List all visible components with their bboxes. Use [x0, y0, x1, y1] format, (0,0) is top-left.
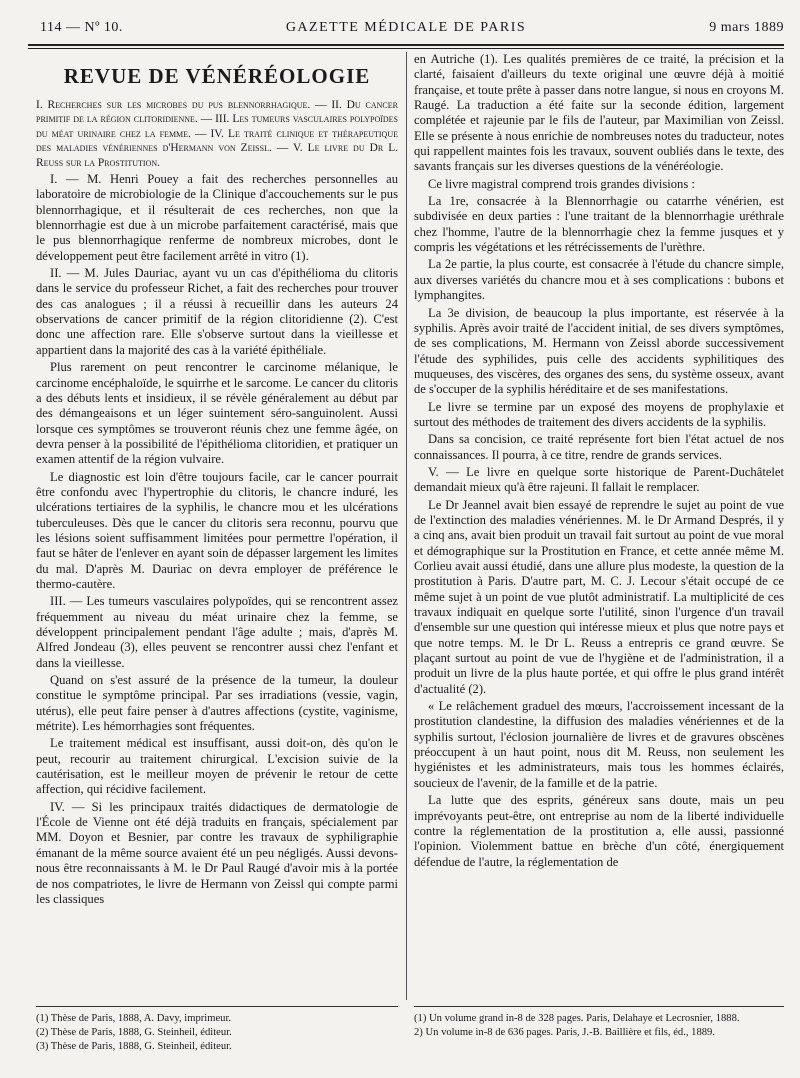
paragraph: I. — M. Henri Pouey a fait des recherches personnelles au laboratoire de microbiologie de la Clinique d'accouchements sur le pus blennorrhagique, et il résulterait de ces recherches, non que la blennorrhagie est due à un microbe parfaitement caractérisé, mais que le pus blennorrhagique renferme de nombreux microbes, dont le développement peut être facilement arrêté in vitro (1).	[36, 172, 398, 263]
footnote-rule	[414, 1006, 784, 1007]
right-footnotes	[414, 1012, 784, 1040]
footnote: (1) Thèse de Paris, 1888, A. Davy, imprimeur.	[36, 1013, 232, 1024]
header-rule-thin	[28, 48, 784, 49]
left-column	[36, 56, 398, 999]
paragraph: IV. — Si les principaux traités didactiques de dermatologie de l'École de Vienne ont été déjà traduits en français, spécialement par MM. Doyon et Besnier, par contre les travaux de syphiligraphie émanant de la même source avaient été un peu négligés. Aussi devons-nous être reconnaissants à M. le Dr Paul Raugé d'avoir mis à la portée de nos compatriotes, le livre de Hermann von Zeissl qui compte parmi les classiques	[36, 799, 398, 906]
left-footnotes	[36, 1012, 398, 1054]
column-divider	[406, 52, 407, 1000]
paragraph: Le Dr Jeannel avait bien essayé de reprendre le sujet au point de vue de l'extinction des maladies vénériennes. M. le Dr Armand Després, il y a cinq ans, avait bien produit un travail fait surtout au point de vue moral et démographique sur la Prostitution en France, et cette année même M. Corlieu avait aussi étudié, dans une allure plus modeste, la question de la prostitution à Paris. D'autre part, M. C. J. Lecour s'était occupé de ce même sujet à un point de vue plutôt administratif. La multiplicité de ces travaux indiquait en quelque sorte l'utilité, sinon l'urgence d'un travail d'ensemble sur une question qui intéresse mieux et plus que notre pays et que notre temps. M. le Dr L. Reuss a entrepris ce grand œuvre. Se plaçant surtout au point de vue de l'hygiène et de l'administration, il a produit un livre de la plus haute portée, et qui offre le plus grand intérêt d'actualité (2).	[414, 497, 784, 696]
paragraph: Dans sa concision, ce traité représente fort bien l'état actuel de nos connaissances. Il pourra, à ce titre, rendre de grands services.	[414, 432, 784, 462]
section-summary: I. Recherches sur les microbes du pus blennorrhagique. — II. Du cancer primitif de la région clitoridienne. — III. Les tumeurs vasculaires polypoïdes du méat urinaire chez la femme. — IV. Le traité clinique et thérapeutique des maladies vénériennes d'Hermann von Zeissl. — V. Le livre du Dr L. Reuss sur la Prostitution.	[36, 99, 398, 169]
paragraph: La 1re, consacrée à la Blennorrhagie ou catarrhe vénérien, est subdivisée en deux parties : l'une traitant de la blennorrhagie uréthrale chez l'homme, l'autre de la blennorrhagie chez la femme jusques et y compris les végétations et les rétrécissements de l'urèthre.	[414, 194, 784, 255]
page-number: 114 — Nº 10.	[40, 20, 123, 35]
paragraph: Quand on s'est assuré de la présence de la tumeur, la douleur constitue le symptôme principal. Par ses irradiations (vessie, vagin, utérus), elle peut faire penser à d'autres affections (cystite, vaginisme, métrite). Les hémorrhagies sont fréquentes.	[36, 673, 398, 734]
footnote: 2) Un volume in-8 de 636 pages. Paris, J.-B. Baillière et fils, éd., 1889.	[414, 1027, 715, 1038]
paragraph: La 2e partie, la plus courte, est consacrée à l'étude du chancre simple, aux diverses variétés du chancre mou et à ses complications : bubons et lymphangites.	[414, 257, 784, 303]
footnote-rule	[36, 1006, 398, 1007]
paragraph: « Le relâchement graduel des mœurs, l'accroissement incessant de la prostitution clandestine, la diffusion des maladies vénériennes et de la syphilis surtout, l'éclosion journalière de livres et de gravures obscènes préoccupent à un haut point, nous dit M. Reuss, non seulement les hygiénistes et les administrateurs, mais tous les hommes éclairés, soucieux de l'avenir, de la famille et de la patrie.	[414, 699, 784, 790]
paragraph: La 3e division, de beaucoup la plus importante, est réservée à la syphilis. Après avoir traité de l'accident initial, de ses divers symptômes, de ses complications, M. Hermann von Zeissl aborde successivement l'étude des syphilides, puis celle des accidents syphilitiques des muqueuses, des viscères, des organes des sens, du système osseux, avant de s'occuper de la syphilis héréditaire et de ses manifestations.	[414, 305, 784, 397]
header-rule-thick	[28, 44, 784, 46]
paragraph: en Autriche (1). Les qualités premières de ce traité, la précision et la clarté, faisaient d'ailleurs du texte original une œuvre déjà à moitié française, et toute prête à passer dans notre langue, si nous en croyons M. Raugé. La traduction a été faite sur la seconde édition, largement complétée et rajeunie par le fils de l'auteur, par Maximilian von Zeissl. Elle se présente à nous enrichie de nombreuses notes du traducteur, notes qui rappellent maintes fois les travaux, souvent oubliés dans le texte, des savants français sur les diverses questions de la vénéréologie.	[414, 52, 784, 174]
paragraph: III. — Les tumeurs vasculaires polypoïdes, qui se rencontrent assez fréquemment au niveau du méat urinaire chez la femme, se développent principalement pendant l'âge adulte ; mais, d'après M. Alfred Jondeau (3), elles peuvent se rencontrer aussi chez l'enfant et dans la vieillesse.	[36, 594, 398, 670]
journal-title: GAZETTE MÉDICALE DE PARIS	[285, 20, 527, 35]
page-header	[28, 20, 784, 42]
paragraph: Le livre se termine par un exposé des moyens de prophylaxie et surtout des méthodes de traitement des divers accidents de la syphilis.	[414, 399, 784, 429]
paragraph: Le diagnostic est loin d'être toujours facile, car le cancer pourrait être confondu avec l'hypertrophie du clitoris, le chancre induré, les ulcérations tertiaires de la syphilis, le chancre mou et les ulcérations tuberculeuses. Dès que le cancer du clitoris sera reconnu, pourvu que les lésions soient suffisamment limitées pour permettre l'opération, il faut se hâter de l'enlever en ayant soin de dépasser largement les limites du mal. D'après M. Dauriac on devra employer de préférence le thermo-cautère.	[36, 469, 398, 591]
paragraph: II. — M. Jules Dauriac, ayant vu un cas d'épithélioma du clitoris dans le service du professeur Richet, a fait des recherches pour trouver des cas analogues ; il a réussi à recueillir dans les auteurs 24 observations de cancer primitif de la région clitoridienne (2). C'est donc une affection rare. Elle s'observe surtout dans la vieillesse et appartient dans la majorité des cas à la variété épithéliale.	[36, 266, 398, 357]
paragraph: Plus rarement on peut rencontrer le carcinome mélanique, le carcinome encéphaloïde, le squirrhe et le sarcome. Le cancer du clitoris a des débuts lents et insidieux, il se révèle généralement au début par des démangeaisons et un léger suintement séro-sanguinolent. Aussi lorsque ces symptômes se trouveront réunis chez une femme âgée, on devra penser à la possibilité de l'épithélioma clitoridien, et pratiquer un examen attentif de la région vulvaire.	[36, 360, 398, 467]
footnote: (2) Thèse de Paris, 1888, G. Steinheil, éditeur.	[36, 1027, 232, 1038]
footnote: (3) Thèse de Paris, 1888, G. Steinheil, éditeur.	[36, 1041, 232, 1052]
issue-date: 9 mars 1889	[709, 20, 784, 35]
right-column	[414, 52, 784, 995]
paragraph: Ce livre magistral comprend trois grandes divisions :	[428, 176, 695, 191]
footnote: (1) Un volume grand in-8 de 328 pages. Paris, Delahaye et Lecrosnier, 1888.	[414, 1013, 740, 1024]
section-title: REVUE DE VÉNÉRÉOLOGIE	[63, 64, 371, 88]
paragraph: V. — Le livre en quelque sorte historique de Parent-Duchâtelet demandait mieux qu'à être rajeuni. Il fallait le remplacer.	[414, 464, 784, 495]
paragraph: La lutte que des esprits, généreux sans doute, mais un peu imprévoyants peut-être, ont entreprise au nom de la liberté individuelle contre la réglementation de la prostitution a, elle aussi, passionné l'opinion. Violemment battue en brèche d'un côté, énergiquement défendue de l'autre, la réglementation de	[414, 793, 784, 869]
paragraph: Le traitement médical est insuffisant, aussi doit-on, dès qu'on le peut, recourir au traitement chirurgical. L'excision suivie de la cautérisation, est le meilleur moyen de prévenir le retour de cette affection, qui récidive facilement.	[36, 736, 398, 797]
